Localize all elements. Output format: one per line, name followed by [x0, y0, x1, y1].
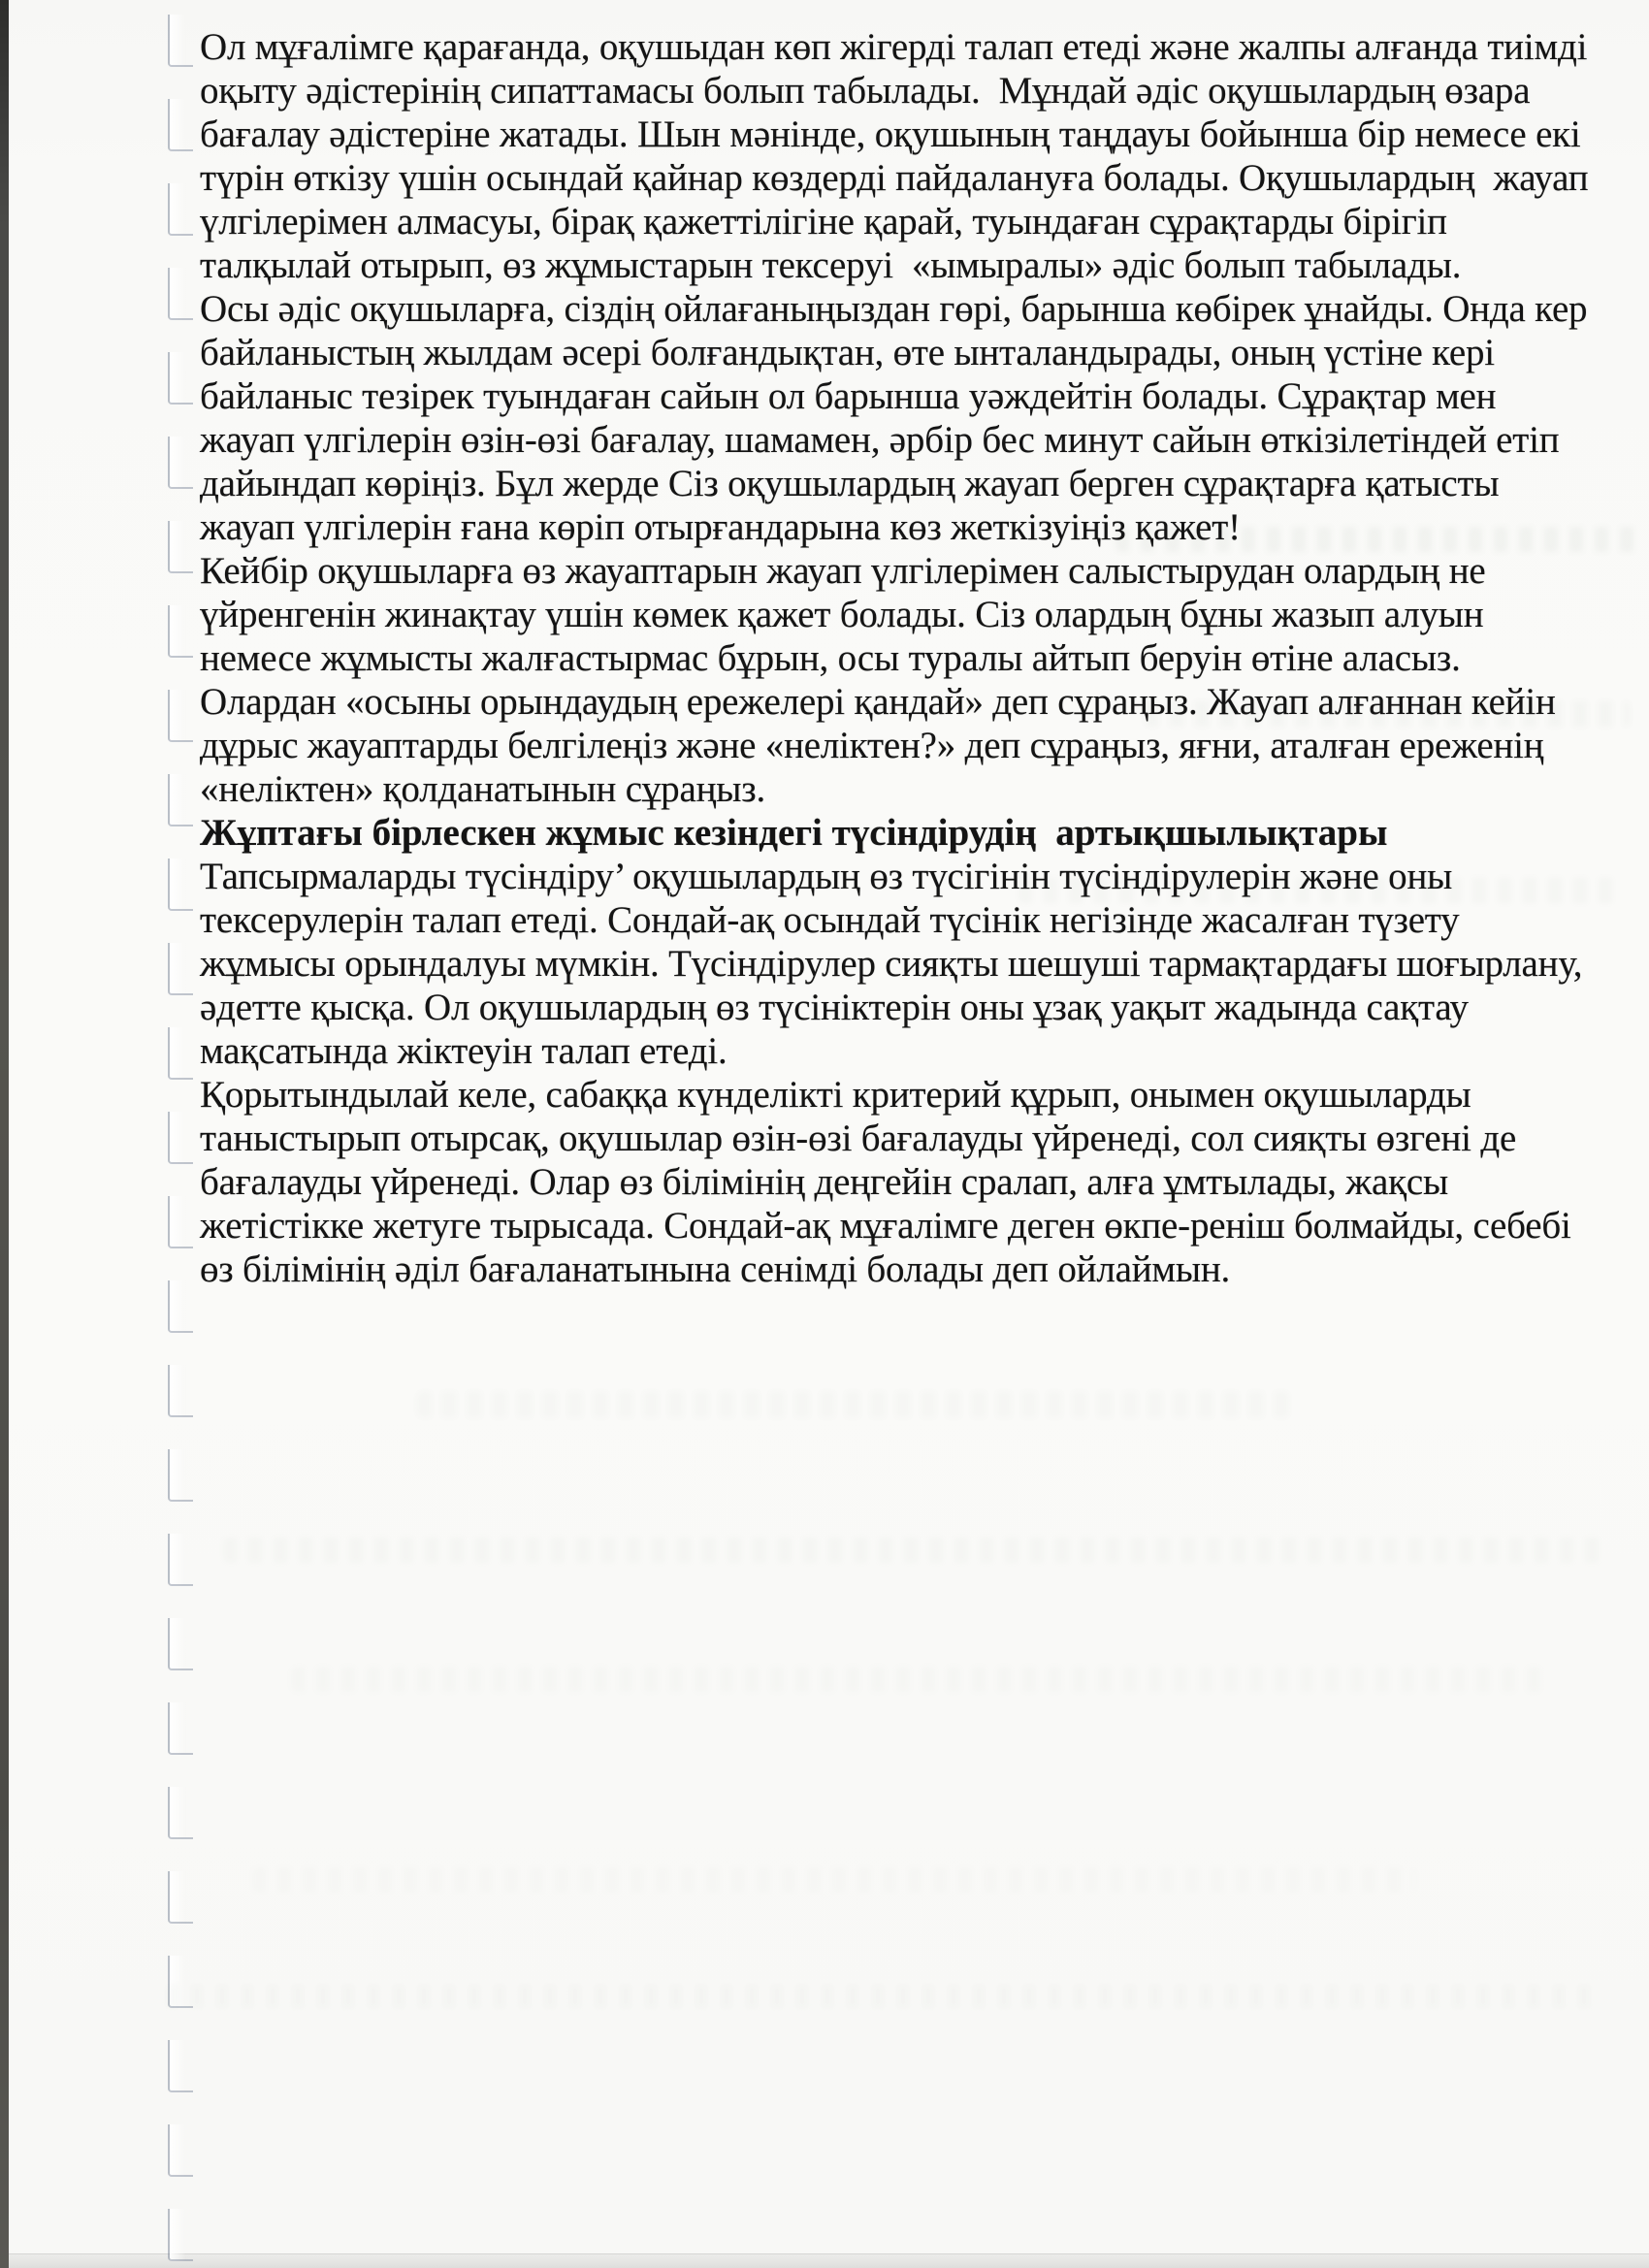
text-line: Осы әдіс оқушыларға, сіздің ойлағаныңыздан гөрі, барынша көбірек ұнайды. Онда кер: [200, 288, 1588, 330]
binding-hole-mark: [168, 2040, 193, 2092]
text-block: [200, 25, 1649, 1291]
text-line: немесе жұмысты жалғастырмас бұрын, осы туралы айтып беруін өтіне аласыз.: [200, 637, 1461, 679]
binding-hole-mark: [168, 437, 193, 489]
binding-hole-mark: [168, 1027, 193, 1080]
text-line: байланыс тезірек туындаған сайын ол барынша уәждейтін болады. Сұрақтар мен: [200, 375, 1497, 417]
text-line: үлгілерімен алмасуы, бірақ қажеттілігіне қарай, туындаған сұрақтарды бірігіп: [200, 201, 1447, 243]
binding-hole-mark: [168, 1365, 193, 1417]
text-line: жауап үлгілерін өзін-өзі бағалау, шамамен, әрбір бес минут сайын өткізілетіндей етіп: [200, 419, 1560, 461]
bleed-through-smudge: [165, 1984, 1600, 2009]
text-line: Тапсырмаларды түсіндіру’ оқушылардың өз түсігінін түсіндірулерін және оны: [200, 856, 1453, 897]
text-line: түрін өткізу үшін осындай қайнар көздерді пайдалануға болады. Оқушылардың жауап: [200, 157, 1589, 199]
bleed-through-smudge: [252, 1867, 1416, 1893]
binding-hole-mark: [168, 352, 193, 405]
binding-hole-mark: [168, 1618, 193, 1670]
section-heading: Жұптағы бірлескен жұмыс кезіндегі түсіндірудің артықшылықтары: [200, 812, 1388, 854]
binding-hole-mark: [168, 1702, 193, 1755]
text-line: Ол мұғалімге қарағанда, оқушыдан көп жігерді талап етеді және жалпы алғанда тиімді: [200, 26, 1588, 68]
text-line: оқыту әдістерінің сипаттамасы болып табылады. Мұндай әдіс оқушылардың өзара: [200, 70, 1531, 112]
binding-hole-mark: [168, 1112, 193, 1164]
binding-hole-mark: [168, 774, 193, 826]
binding-hole-mark: [168, 1871, 193, 1924]
binding-hole-mark: [168, 859, 193, 911]
bleed-through-smudge: [417, 1392, 1290, 1417]
binding-hole-mark: [168, 605, 193, 658]
scanner-edge-left: [0, 0, 9, 2268]
text-line: Қорытындылай келе, сабаққа күнделікті критерий құрып, онымен оқушыларды: [200, 1074, 1471, 1116]
binding-hole-mark: [168, 1787, 193, 1839]
scanner-edge-bottom: [9, 2253, 1649, 2268]
binding-hole-mark: [168, 521, 193, 573]
binding-hole-mark: [168, 1280, 193, 1333]
binding-hole-mark: [168, 1449, 193, 1502]
bleed-through-smudge: [291, 1667, 1552, 1692]
text-line: Олардан «осыны орындаудың ережелері қандай» деп сұраңыз. Жауап алғаннан кейін: [200, 681, 1556, 723]
text-line: байланыстың жылдам әсері болғандықтан, өте ынталандырады, оның үстіне кері: [200, 332, 1495, 373]
binding-hole-mark: [168, 690, 193, 742]
text-line: әдетте қысқа. Ол оқушылардың өз түсініктерін оны ұзақ уақыт жадында сақтау: [200, 987, 1469, 1028]
binding-hole-mark: [168, 1196, 193, 1248]
text-line: дұрыс жауаптарды белгілеңіз және «неліктен?» деп сұраңыз, яғни, аталған ереженің: [200, 725, 1544, 766]
binding-hole-mark: [168, 2209, 193, 2261]
binding-hole-mark: [168, 1534, 193, 1586]
binding-hole-mark: [168, 99, 193, 151]
text-line: бағалау әдістеріне жатады. Шын мәнінде, оқушының таңдауы бойынша бір немесе екі: [200, 113, 1581, 155]
text-line: мақсатында жіктеуін талап етеді.: [200, 1030, 728, 1072]
binding-hole-mark: [168, 183, 193, 236]
binding-hole-mark: [168, 943, 193, 995]
text-line: жетістікке жетуге тырысада. Сондай-ақ мұғалімге деген өкпе-реніш болмайды, себебі: [200, 1205, 1571, 1247]
text-line: жауап үлгілерін ғана көріп отырғандарына көз жеткізуіңіз қажет!: [200, 506, 1241, 548]
binding-hole-mark: [168, 15, 193, 67]
binding-hole-mark: [168, 2124, 193, 2177]
text-line: тексерулерін талап етеді. Сондай-ақ осындай түсінік негізінде жасалған түзету: [200, 899, 1460, 941]
text-line: үйренгенін жинақтау үшін көмек қажет болады. Сіз олардың бұны жазып алуын: [200, 594, 1484, 635]
bleed-through-smudge: [223, 1538, 1600, 1563]
text-line: жұмысы орындалуы мүмкін. Түсіндірулер сияқты шешуші тармақтардағы шоғырлану,: [200, 943, 1583, 985]
text-line: «неліктен» қолданатынын сұраңыз.: [200, 768, 765, 810]
text-line: талқылай отырып, өз жұмыстарын тексеруі «ымыралы» әдіс болып табылады.: [200, 244, 1462, 286]
text-line: өз білімінің әділ бағаланатынына сенімді болады деп ойлаймын.: [200, 1248, 1231, 1290]
text-line: таныстырып отырсақ, оқушылар өзін-өзі бағалауды үйренеді, сол сияқты өзгені де: [200, 1118, 1517, 1159]
text-line: бағалауды үйренеді. Олар өз білімінің деңгейін сралап, алға ұмтылады, жақсы: [200, 1161, 1448, 1203]
text-line: Кейбір оқушыларға өз жауаптарын жауап үлгілерімен салыстырудан олардың не: [200, 550, 1486, 592]
binding-hole-mark: [168, 268, 193, 320]
text-line: дайындап көріңіз. Бұл жерде Сіз оқушылардың жауап берген сұрақтарға қатысты: [200, 463, 1500, 504]
